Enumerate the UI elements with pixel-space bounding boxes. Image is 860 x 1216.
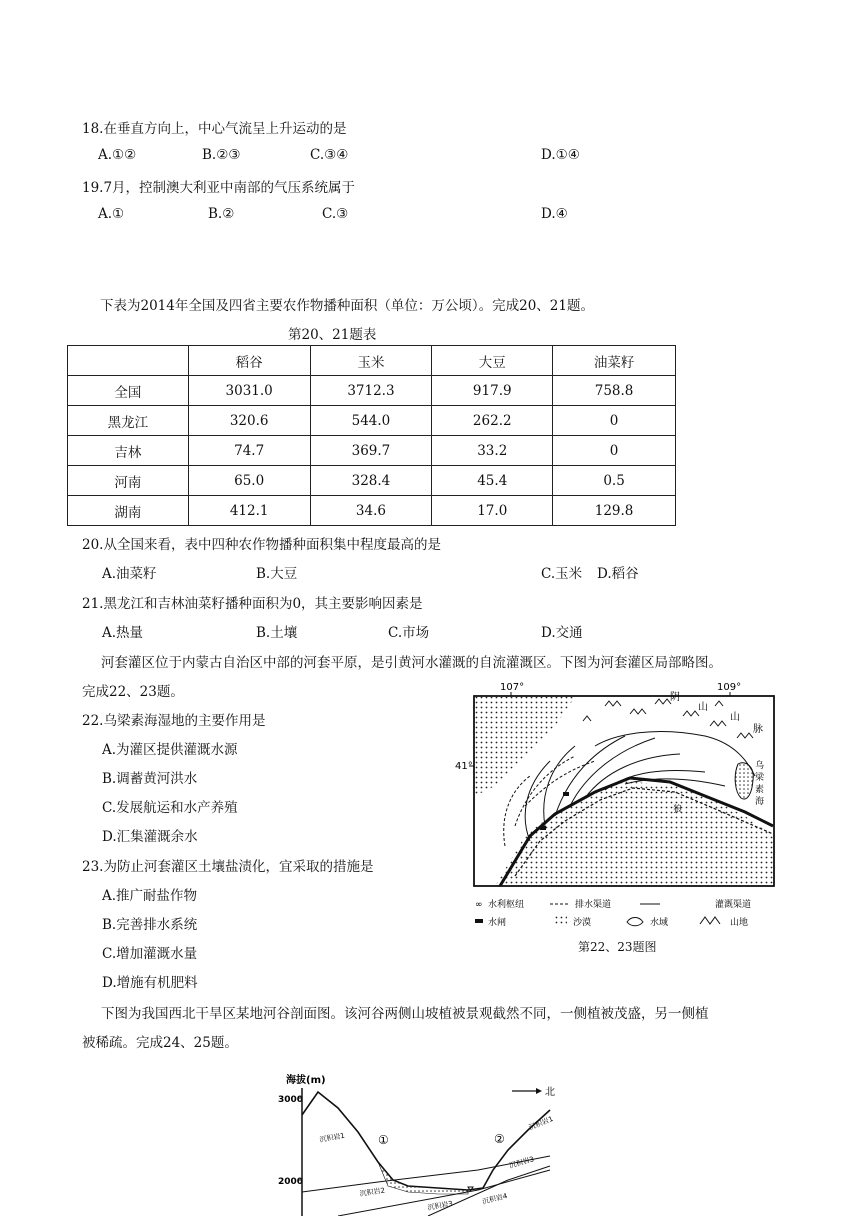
intro-20-21: 下表为2014年全国及四省主要农作物播种面积（单位：万公顷）。完成20、21题。 bbox=[100, 298, 594, 314]
map-caption: 第22、23题图 bbox=[578, 940, 657, 954]
lon-left-label: 107° bbox=[500, 682, 525, 693]
q20-stem: 20.从全国来看，表中四种农作物播种面积集中程度最高的是 bbox=[82, 537, 441, 553]
table-cell: 544.0 bbox=[310, 406, 432, 436]
legend-desert: 沙漠 bbox=[573, 918, 592, 928]
strata-label: 沉积岩2 bbox=[359, 1186, 386, 1198]
lat-label: 41° bbox=[455, 761, 473, 772]
legend-irrigation: 灌溉渠道 bbox=[715, 900, 752, 910]
table-cell: 湖南 bbox=[68, 496, 189, 526]
legend-drainage: 排水渠道 bbox=[575, 900, 612, 910]
q18-option-b[interactable]: B.②③ bbox=[202, 147, 241, 163]
table-cell: 3712.3 bbox=[310, 376, 432, 406]
strata-label: 沉积岩3 bbox=[508, 1155, 536, 1170]
north-label: 北 bbox=[545, 1087, 555, 1098]
table-row bbox=[68, 406, 676, 436]
q19-option-a[interactable]: A.① bbox=[98, 206, 125, 222]
table-cell: 328.4 bbox=[310, 466, 432, 496]
mountain-label-3: 山 bbox=[730, 712, 740, 723]
legend-water: 水域 bbox=[650, 918, 669, 928]
table-cell: 0.5 bbox=[553, 466, 676, 496]
table-row bbox=[68, 496, 676, 526]
table-cell: 917.9 bbox=[432, 376, 553, 406]
legend-mountain: 山地 bbox=[730, 918, 749, 928]
intro-22-23-line2: 完成22、23题。 bbox=[82, 684, 184, 700]
intro-24-25-line2: 被稀疏。完成24、25题。 bbox=[82, 1035, 238, 1051]
table-cell: 369.7 bbox=[310, 436, 432, 466]
mountain-label-1: 阴 bbox=[670, 692, 680, 703]
table-header-row bbox=[68, 346, 676, 376]
q23-option-b[interactable]: B.完善排水系统 bbox=[102, 917, 198, 933]
table-caption: 第20、21题表 bbox=[288, 327, 377, 343]
table-cell: 吉林 bbox=[68, 436, 189, 466]
table-header-cell: 大豆 bbox=[432, 346, 553, 376]
q20-option-c[interactable]: C.玉米 bbox=[541, 566, 583, 582]
q18-option-c[interactable]: C.③④ bbox=[310, 147, 349, 163]
q19-option-c[interactable]: C.③ bbox=[322, 206, 349, 222]
q18-option-a[interactable]: A.①② bbox=[98, 147, 137, 163]
table-cell: 758.8 bbox=[553, 376, 676, 406]
wuliangsuhai-lake bbox=[735, 763, 753, 799]
map-legend bbox=[475, 898, 751, 928]
q22-option-b[interactable]: B.调蓄黄河洪水 bbox=[102, 771, 198, 787]
table-cell: 129.8 bbox=[553, 496, 676, 526]
table-cell: 3031.0 bbox=[188, 376, 310, 406]
range-label: 狼 bbox=[673, 805, 683, 815]
strata-label: 沉积岩1 bbox=[527, 1114, 555, 1132]
table-cell: 全国 bbox=[68, 376, 189, 406]
table-cell: 17.0 bbox=[432, 496, 553, 526]
q23-option-d[interactable]: D.增施有机肥料 bbox=[102, 975, 198, 991]
profile-ylabel: 海拔(m) bbox=[286, 1075, 326, 1086]
table-cell: 320.6 bbox=[188, 406, 310, 436]
lake-label-4: 海 bbox=[755, 797, 765, 807]
terrain-line bbox=[302, 1092, 550, 1190]
hetao-map bbox=[455, 676, 780, 938]
q20-option-b[interactable]: B.大豆 bbox=[256, 566, 298, 582]
table-row bbox=[68, 466, 676, 496]
table-cell: 0 bbox=[553, 436, 676, 466]
profile-mark-2: ② bbox=[494, 1132, 505, 1146]
q19-stem: 19.7月，控制澳大利亚中南部的气压系统属于 bbox=[82, 180, 356, 196]
table-cell: 河南 bbox=[68, 466, 189, 496]
river-sediment bbox=[378, 1162, 468, 1194]
crop-area-table bbox=[67, 345, 676, 526]
q21-stem: 21.黑龙江和吉林油菜籽播种面积为0，其主要影响因素是 bbox=[82, 596, 423, 612]
table-cell: 412.1 bbox=[188, 496, 310, 526]
lon-right-label: 109° bbox=[717, 682, 742, 693]
q20-option-a[interactable]: A.油菜籽 bbox=[102, 566, 157, 582]
q18-stem: 18.在垂直方向上，中心气流呈上升运动的是 bbox=[82, 121, 347, 137]
profile-ytick-3000: 3000 bbox=[278, 1095, 304, 1105]
q21-option-d[interactable]: D.交通 bbox=[541, 625, 583, 641]
q18-option-d[interactable]: D.①④ bbox=[541, 147, 580, 163]
table-header-cell bbox=[68, 346, 189, 376]
table-row bbox=[68, 376, 676, 406]
q21-option-b[interactable]: B.土壤 bbox=[256, 625, 298, 641]
intro-22-23-line1: 河套灌区位于内蒙古自治区中部的河套平原，是引黄河水灌溉的自流灌溉区。下图为河套灌区局部略图。 bbox=[101, 655, 722, 671]
q22-stem: 22.乌梁素海湿地的主要作用是 bbox=[82, 713, 266, 729]
table-cell: 262.2 bbox=[432, 406, 553, 436]
q21-option-c[interactable]: C.市场 bbox=[388, 625, 430, 641]
q21-option-a[interactable]: A.热量 bbox=[102, 625, 144, 641]
q23-option-c[interactable]: C.增加灌溉水量 bbox=[102, 946, 198, 962]
table-row bbox=[68, 436, 676, 466]
table-cell: 黑龙江 bbox=[68, 406, 189, 436]
profile-mark-1: ① bbox=[378, 1133, 389, 1147]
table-cell: 0 bbox=[553, 406, 676, 436]
q22-option-d[interactable]: D.汇集灌溉余水 bbox=[102, 829, 198, 845]
valley-profile bbox=[278, 1070, 578, 1216]
lake-label-1: 乌 bbox=[755, 761, 765, 771]
strata-label: 沉积岩3 bbox=[426, 1199, 454, 1212]
table-cell: 34.6 bbox=[310, 496, 432, 526]
lake-label-2: 梁 bbox=[755, 773, 765, 783]
q20-option-d[interactable]: D.稻谷 bbox=[597, 566, 639, 582]
q19-option-d[interactable]: D.④ bbox=[541, 206, 568, 222]
q19-option-b[interactable]: B.② bbox=[208, 206, 235, 222]
table-header-cell: 油菜籽 bbox=[553, 346, 676, 376]
q22-option-c[interactable]: C.发展航运和水产养殖 bbox=[102, 800, 238, 816]
q23-option-a[interactable]: A.推广耐盐作物 bbox=[102, 888, 198, 904]
sluice-gate-marker bbox=[540, 826, 546, 830]
strata-label: 沉积岩4 bbox=[481, 1192, 509, 1206]
table-header-cell: 玉米 bbox=[310, 346, 432, 376]
table-cell: 45.4 bbox=[432, 466, 553, 496]
mountain-label-2: 山 bbox=[698, 702, 708, 713]
strata-label: 沉积岩1 bbox=[318, 1131, 346, 1144]
table-cell: 65.0 bbox=[188, 466, 310, 496]
table-cell: 74.7 bbox=[188, 436, 310, 466]
lake-label-3: 素 bbox=[755, 785, 765, 795]
legend-sluice: 水闸 bbox=[488, 918, 507, 928]
sluice-gate-marker bbox=[563, 792, 569, 796]
table-cell: 33.2 bbox=[432, 436, 553, 466]
q23-stem: 23.为防止河套灌区土壤盐渍化，宜采取的措施是 bbox=[82, 859, 374, 875]
mountain-label-4: 脉 bbox=[753, 724, 763, 735]
intro-24-25-line1: 下图为我国西北干旱区某地河谷剖面图。该河谷两侧山坡植被景观截然不同，一侧植被茂盛，另一侧植 bbox=[101, 1006, 709, 1022]
q22-option-a[interactable]: A.为灌区提供灌溉水源 bbox=[102, 742, 238, 758]
svg-text:∞: ∞ bbox=[475, 900, 483, 910]
profile-ytick-2000: 2000 bbox=[278, 1177, 304, 1187]
table-header-cell: 稻谷 bbox=[188, 346, 310, 376]
legend-hub: 水利枢纽 bbox=[488, 900, 525, 910]
